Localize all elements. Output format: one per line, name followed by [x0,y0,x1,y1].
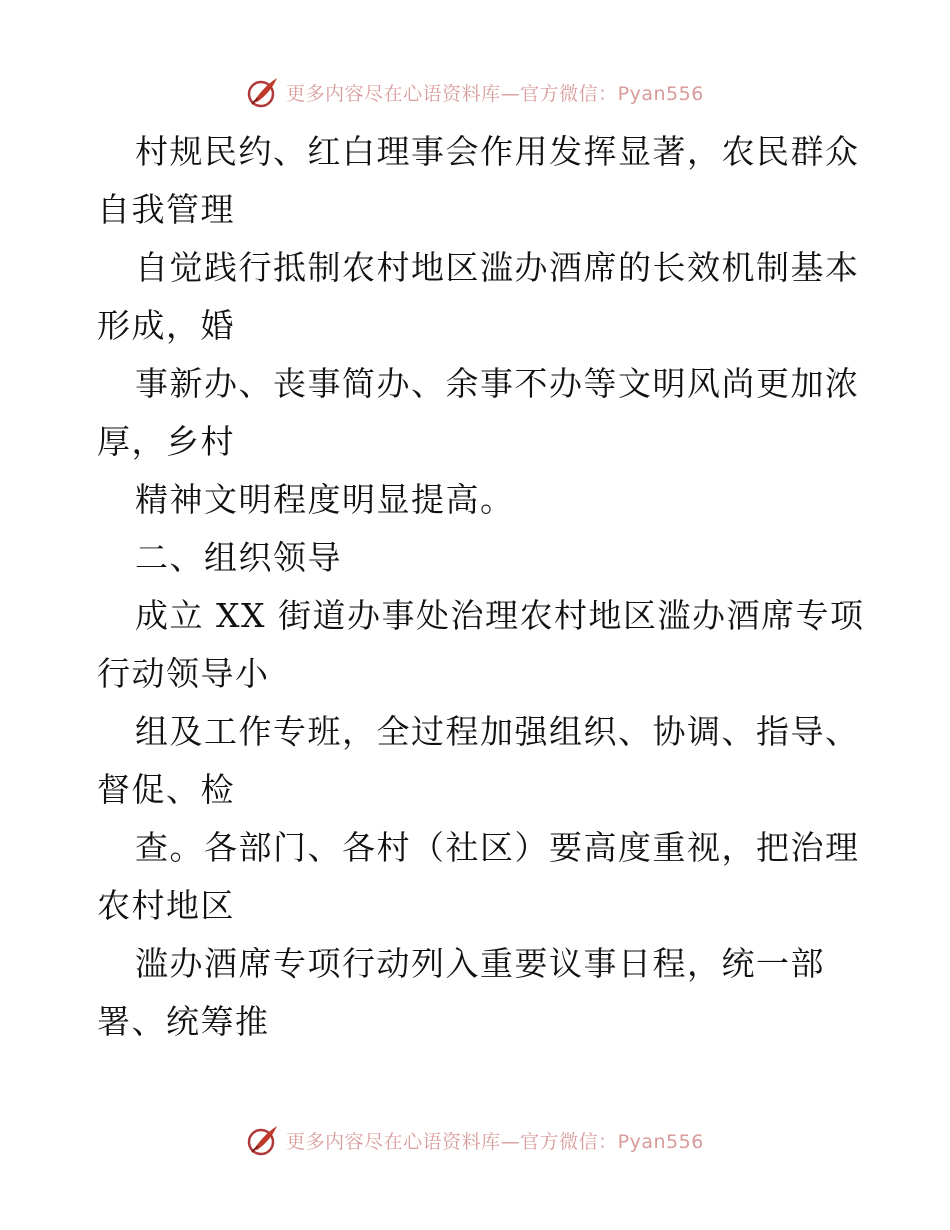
text-line: 村规民约、红白理事会作用发挥显著，农民群众 [135,132,860,171]
text-line: 厚，乡村 [97,422,235,461]
quill-logo-icon [246,1123,280,1157]
header-watermark [0,72,950,112]
document-body [97,123,865,1051]
footer-watermark [0,1120,950,1160]
text-line: 组及工作专班，全过程加强组织、协调、指导、 [135,712,860,751]
text-line: 行动领导小 [97,654,270,693]
text-line: 滥办酒席专项行动列入重要议事日程，统一部 [135,944,825,983]
text-line: 精神文明程度明显提高。 [135,480,515,519]
text-line: 署、统筹推 [97,1002,270,1041]
text-line: 查。各部门、各村（社区）要高度重视，把治理 [135,828,860,867]
quill-logo-icon [246,75,280,109]
text-line: 督促、检 [97,770,235,809]
text-line: 形成，婚 [97,306,235,345]
text-line: 成立 XX 街道办事处治理农村地区滥办酒席专项 [135,596,865,635]
text-line: 农村地区 [97,886,235,925]
watermark-text: 更多内容尽在心语资料库—官方微信：Pyan556 [286,82,704,105]
watermark-text: 更多内容尽在心语资料库—官方微信：Pyan556 [286,1130,704,1153]
text-line: 自觉践行抵制农村地区滥办酒席的长效机制基本 [135,248,860,287]
text-line: 自我管理 [97,190,235,229]
section-heading: 二、组织领导 [135,538,342,577]
text-line: 事新办、丧事简办、余事不办等文明风尚更加浓 [135,364,860,403]
